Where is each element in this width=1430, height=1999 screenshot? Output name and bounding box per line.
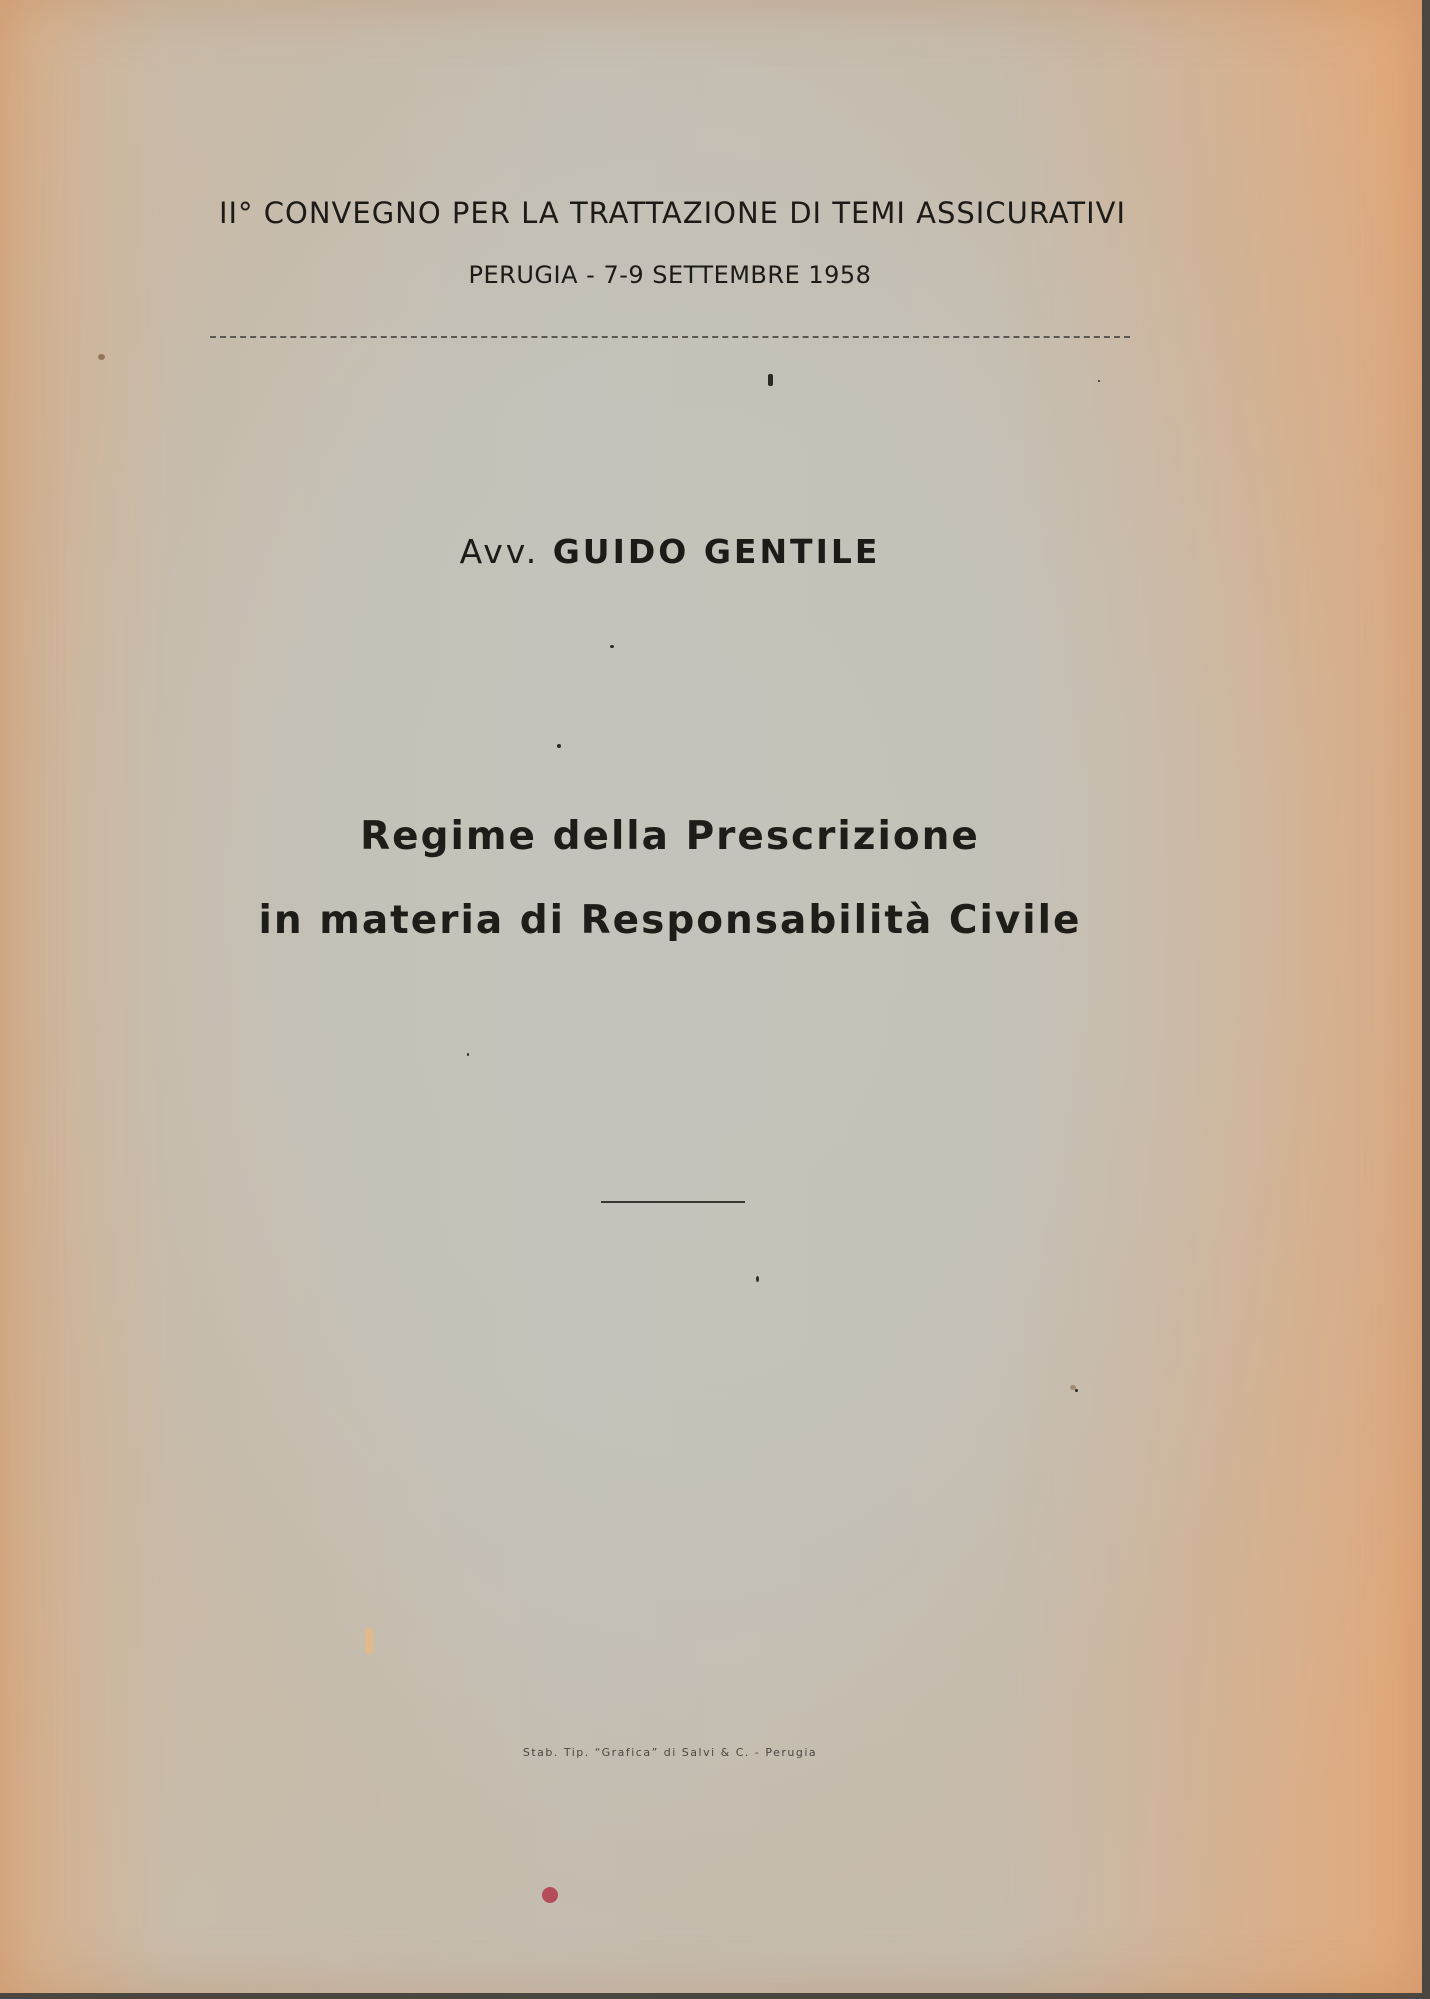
scan-edge-bottom — [0, 1993, 1430, 1999]
short-divider-rule — [601, 1201, 745, 1203]
conference-place-date: PERUGIA - 7-9 SETTEMBRE 1958 — [468, 261, 872, 289]
paper-stain — [365, 1628, 373, 1654]
scan-edge-right — [1422, 0, 1430, 1999]
author-name: GUIDO GENTILE — [552, 532, 881, 571]
author-prefix: Avv. — [459, 532, 540, 571]
paper-speck — [1075, 1389, 1078, 1392]
paper-speck — [768, 374, 773, 386]
paper-speck — [467, 1053, 469, 1056]
paper-speck — [756, 1276, 759, 1282]
paper-stain — [1070, 1385, 1076, 1390]
paper-stain — [98, 354, 105, 360]
conference-title: II° CONVEGNO PER LA TRATTAZIONE DI TEMI ASSICURATIVI — [218, 196, 1127, 230]
document-title-line-2: in materia di Responsabilità Civile — [258, 898, 1082, 943]
printer-imprint: Stab. Tip. “Grafica” di Salvi & C. - Perugia — [522, 1746, 818, 1759]
document-title-line-1: Regime della Prescrizione — [360, 814, 980, 859]
paper-speck — [557, 744, 561, 748]
divider-rule — [210, 336, 1130, 338]
paper-speck — [610, 645, 614, 648]
paper-speck — [1098, 380, 1100, 382]
paper-stain — [542, 1887, 558, 1903]
author-line — [0, 532, 1340, 571]
